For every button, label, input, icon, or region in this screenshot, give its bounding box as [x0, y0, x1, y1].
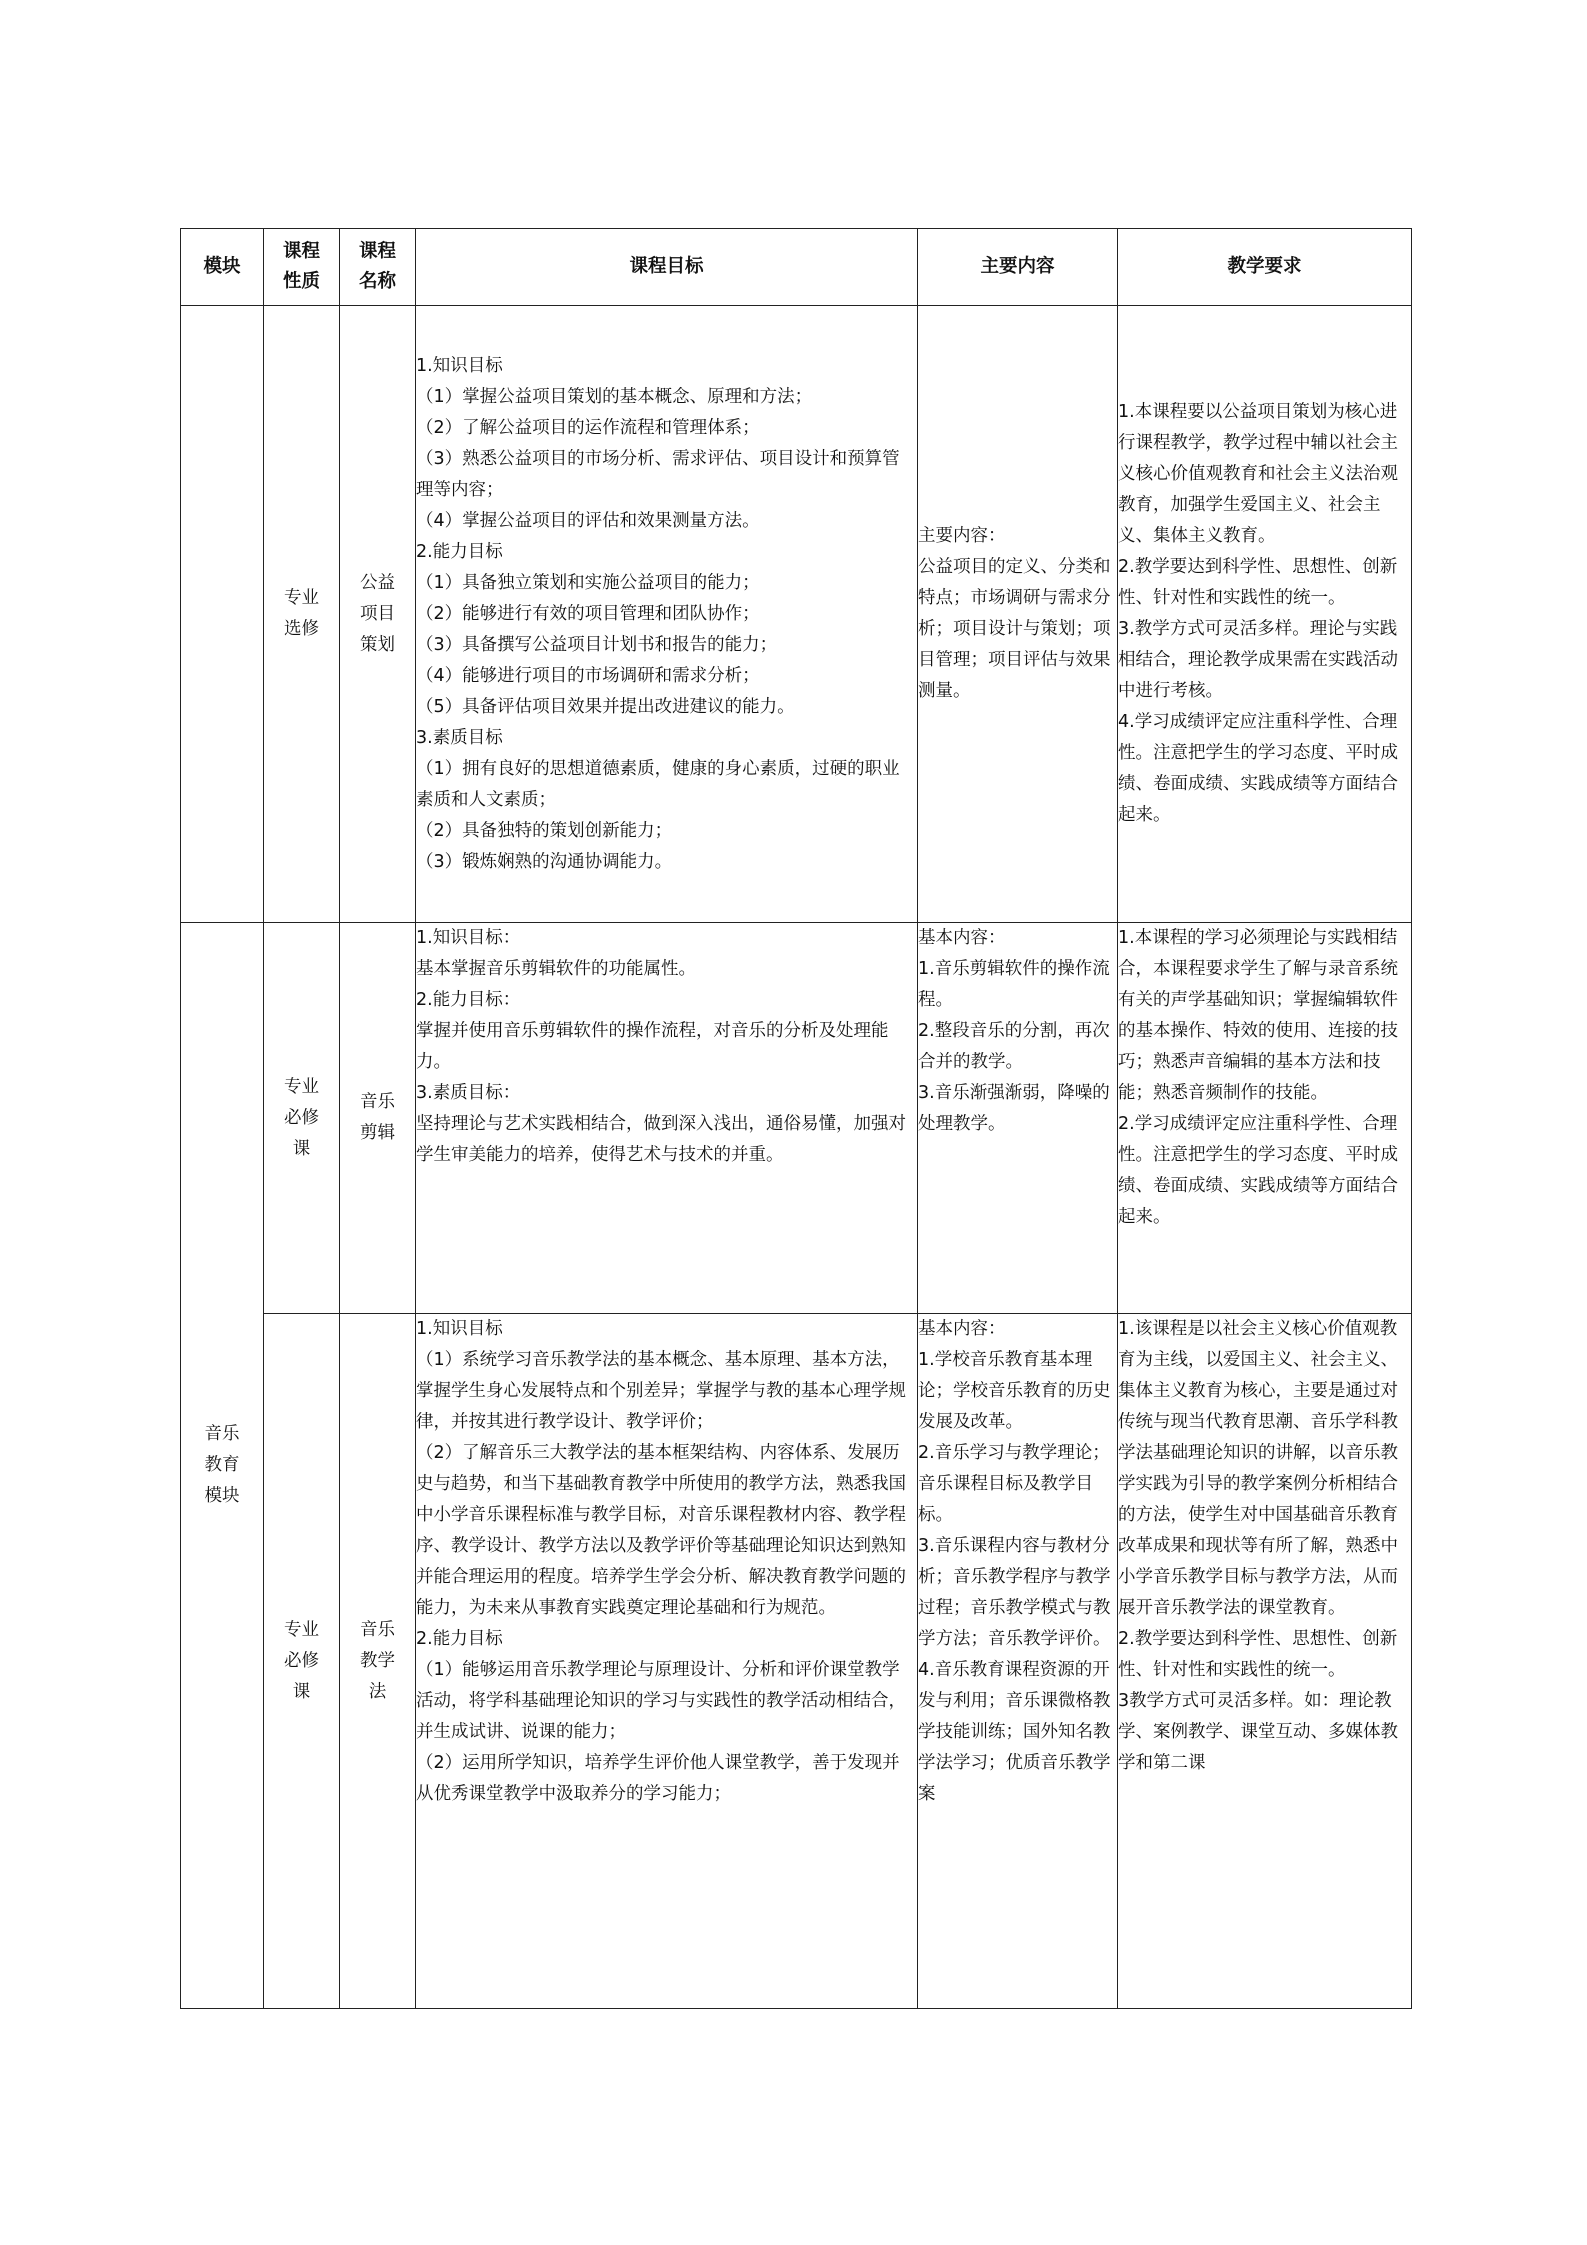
content-line: 基本内容：	[918, 1319, 1006, 1339]
header-requirement: 教学要求	[1118, 229, 1412, 306]
content-line: 3.音乐渐强渐弱，降噪的处理教学。	[918, 1083, 1110, 1134]
header-name: 课程 名称	[340, 229, 416, 306]
content-line: 1.音乐剪辑软件的操作流程。	[918, 959, 1110, 1010]
goal-line: （4）能够进行项目的市场调研和需求分析；	[416, 665, 760, 686]
goal-cell	[416, 923, 918, 1314]
name-cell: 音乐 教学 法	[340, 1314, 416, 2009]
goal-cell	[416, 1314, 918, 2009]
goal-line: （3）熟悉公益项目的市场分析、需求评估、项目设计和预算管理等内容；	[416, 448, 900, 500]
content-line: 基本内容：	[918, 928, 1006, 948]
requirement-line: 1.本课程的学习必须理论与实践相结合，本课程要求学生了解与录音系统有关的声学基础知识；掌握编辑软件的基本操作、特效的使用、连接的技巧；熟悉声音编辑的基本方法和技能；熟悉音频制作的技能。	[1118, 928, 1398, 1103]
module-cell: 音乐 教育 模块	[181, 923, 264, 2009]
requirement-line: 1.本课程要以公益项目策划为核心进行课程教学，教学过程中辅以社会主义核心价值观教育和社会主义法治观教育，加强学生爱国主义、社会主义、集体主义教育。	[1118, 402, 1398, 546]
requirement-line: 2.学习成绩评定应注重科学性、合理性。注意把学生的学习态度、平时成绩、卷面成绩、实践成绩等方面结合起来。	[1118, 1114, 1398, 1227]
content-cell	[918, 1314, 1118, 2009]
content-line: 2.整段音乐的分割，再次合并的教学。	[918, 1021, 1110, 1072]
goal-line: 2.能力目标	[416, 1629, 503, 1649]
goal-line: 1.知识目标：	[416, 928, 521, 948]
table-row	[181, 923, 1412, 1314]
goal-line: 1.知识目标	[416, 1319, 503, 1339]
header-nature: 课程 性质	[264, 229, 340, 306]
goal-line: （2）能够进行有效的项目管理和团队协作；	[416, 603, 760, 624]
goal-line: 坚持理论与艺术实践相结合，做到深入浅出，通俗易懂，加强对学生审美能力的培养，使得艺术与技术的并重。	[416, 1114, 906, 1165]
nature-cell: 专业 必修 课	[264, 1314, 340, 2009]
content-line: 公益项目的定义、分类和特点；市场调研与需求分析；项目设计与策划；项目管理；项目评估与效果测量。	[918, 557, 1111, 701]
header-content: 主要内容	[918, 229, 1118, 306]
header-goal: 课程目标	[416, 229, 918, 306]
goal-line: （2）运用所学知识，培养学生评价他人课堂教学，善于发现并从优秀课堂教学中汲取养分的学习能力；	[416, 1753, 900, 1804]
requirement-line: 2.教学要达到科学性、思想性、创新性、针对性和实践性的统一。	[1118, 557, 1398, 608]
requirement-cell	[1118, 1314, 1412, 2009]
requirement-line: 3.教学方式可灵活多样。理论与实践相结合，理论教学成果需在实践活动中进行考核。	[1118, 619, 1398, 701]
course-table	[180, 228, 1412, 2009]
goal-line: （1）掌握公益项目策划的基本概念、原理和方法；	[416, 386, 813, 407]
content-line: 4.音乐教育课程资源的开发与利用；音乐课微格教学技能训练；国外知名教学法学习；优质音乐教学案	[918, 1660, 1111, 1804]
content-line: 3.音乐课程内容与教材分析；音乐教学程序与教学过程；音乐教学模式与教学方法；音乐教学评价。	[918, 1536, 1111, 1649]
name-cell: 公益 项目 策划	[340, 306, 416, 923]
goal-line: （4）掌握公益项目的评估和效果测量方法。	[416, 510, 760, 531]
nature-cell: 专业 必修 课	[264, 923, 340, 1314]
requirement-line: 3教学方式可灵活多样。如：理论教学、案例教学、课堂互动、多媒体教学和第二课	[1118, 1691, 1398, 1773]
requirement-line: 2.教学要达到科学性、思想性、创新性、针对性和实践性的统一。	[1118, 1629, 1398, 1680]
requirement-line: 4.学习成绩评定应注重科学性、合理性。注意把学生的学习态度、平时成绩、卷面成绩、实践成绩等方面结合起来。	[1118, 712, 1398, 825]
goal-line: （1）拥有良好的思想道德素质，健康的身心素质，过硬的职业素质和人文素质；	[416, 758, 900, 810]
table-row	[181, 1314, 1412, 2009]
requirement-line: 1.该课程是以社会主义核心价值观教育为主线，以爱国主义、社会主义、集体主义教育为核心，主要是通过对传统与现当代教育思潮、音乐学科教学法基础理论知识的讲解，以音乐教学实践为引导的教学案例分析相结合的方法，使学生对中国基础音乐教育改革成果和现状等有所了解，熟悉中小学音乐教学目标与教学方法，从而展开音乐教学法的课堂教育。	[1118, 1319, 1398, 1618]
name-cell: 音乐 剪辑	[340, 923, 416, 1314]
goal-line: 基本掌握音乐剪辑软件的功能属性。	[416, 959, 696, 979]
goal-line: （1）能够运用音乐教学理论与原理设计、分析和评价课堂教学活动，将学科基础理论知识的学习与实践性的教学活动相结合，并生成试讲、说课的能力；	[416, 1660, 906, 1742]
content-line: 2.音乐学习与教学理论；音乐课程目标及教学目标。	[918, 1443, 1110, 1525]
table-row	[181, 306, 1412, 923]
goal-line: （2）具备独特的策划创新能力；	[416, 820, 673, 841]
goal-line: （3）锻炼娴熟的沟通协调能力。	[416, 851, 673, 872]
goal-line: （2）了解音乐三大教学法的基本框架结构、内容体系、发展历史与趋势，和当下基础教育教学中所使用的教学方法，熟悉我国中小学音乐课程标准与教学目标，对音乐课程教材内容、教学程序、教学设计、教学方法以及教学评价等基础理论知识达到熟知并能合理运用的程度。培养学生学会分析、解决教育教学问题的能力，为未来从事教育实践奠定理论基础和行为规范。	[416, 1443, 906, 1618]
goal-line: 3.素质目标	[416, 727, 503, 748]
goal-line: （3）具备撰写公益项目计划书和报告的能力；	[416, 634, 778, 655]
goal-line: （1）具备独立策划和实施公益项目的能力；	[416, 572, 760, 593]
goal-line: 3.素质目标：	[416, 1083, 521, 1103]
goal-line: （5）具备评估项目效果并提出改进建议的能力。	[416, 696, 795, 717]
nature-cell: 专业 选修	[264, 306, 340, 923]
header-module: 模块	[181, 229, 264, 306]
goal-line: 掌握并使用音乐剪辑软件的操作流程，对音乐的分析及处理能力。	[416, 1021, 889, 1072]
goal-line: 1.知识目标	[416, 355, 503, 376]
goal-cell	[416, 306, 918, 923]
content-line: 1.学校音乐教育基本理论；学校音乐教育的历史发展及改革。	[918, 1350, 1111, 1432]
goal-line: 2.能力目标	[416, 541, 503, 562]
requirement-cell	[1118, 306, 1412, 923]
content-cell	[918, 306, 1118, 923]
requirement-cell	[1118, 923, 1412, 1314]
goal-line: （2）了解公益项目的运作流程和管理体系；	[416, 417, 760, 438]
content-cell	[918, 923, 1118, 1314]
content-line: 主要内容：	[918, 526, 1006, 546]
goal-line: （1）系统学习音乐教学法的基本概念、基本原理、基本方法，掌握学生身心发展特点和个别差异；掌握学与教的基本心理学规律，并按其进行教学设计、教学评价；	[416, 1350, 906, 1432]
header-row	[181, 229, 1412, 306]
goal-line: 2.能力目标：	[416, 990, 521, 1010]
module-cell-empty	[181, 306, 264, 923]
